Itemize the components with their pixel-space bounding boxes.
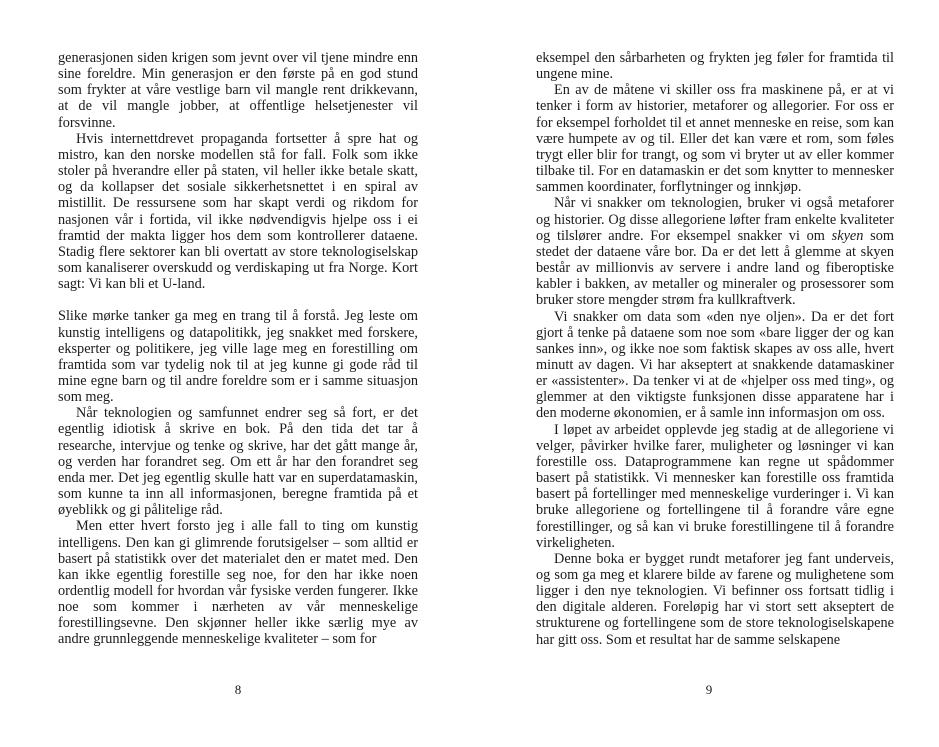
right-page-text (536, 50, 894, 648)
paragraph: Når vi snakker om teknologien, bruker vi også metaforer og historier. Og disse allegoriene løfter fram enkelte kvaliteter og tilslører andre. For eksempel snakker vi om skyen som stedet der dataene våre bor. Da er det lett å glemme at skyen består av millionvis av servere i andre land og fiberoptiske kabler i bakken, av metaller og mineraler og prosessorer som bruker store mengder strøm fra kullkraftverk. (536, 195, 894, 309)
section-break (58, 292, 418, 308)
paragraph: generasjonen siden krigen som jevnt over vil tjene mindre enn sine foreldre. Min generasjon er den første på en god stund som frykter at våre vestlige barn vil mangle rent drikkevann, at de vil mangle jobber, at offentlige helsetjenester vil forsvinne. (58, 50, 418, 131)
page-number: 9 (705, 682, 713, 697)
left-page-text (58, 50, 418, 648)
paragraph: I løpet av arbeidet opplevde jeg stadig at de allegoriene vi velger, påvirker hvilke farer, muligheter og løsninger vi kan forestille oss. Dataprogrammene kan regne ut spådommer basert på statistikk. Vi mennesker kan forestille oss framtida basert på fortellinger med menneskelige vurderinger i. Vi kan bruke allegoriene og fortellingene til å forandre våre egne forestillinger, og så kan vi bruke forestillingene til å forandre virkeligheten. (536, 421, 894, 551)
paragraph: Denne boka er bygget rundt metaforer jeg fant underveis, og som ga meg et klarere bilde av farene og mulighetene som ligger i den nye teknologien. Vi befinner oss fortsatt tidlig i den digitale alderen. Foreløpig har vi stort sett akseptert de strukturene og fortellingene som de store teknologiselskapene har gitt oss. Som et resultat har de samme selskapene (536, 550, 894, 648)
paragraph: Hvis internettdrevet propaganda fortsetter å spre hat og mistro, kan den norske modellen stå for fall. Folk som ikke stoler på hverandre eller på staten, vil heller ikke betale skatt, og da kollapser det sosiale sikkerhetsnettet i en spiral av mistillit. De ressursene som har skapt verdi og rikdom for nasjonen vår i fortida, vil ikke nødvendigvis hjelpe oss i ei framtid der makta ligger hos dem som kontrollerer dataene. Stadig flere sektorer kan bli overtatt av store teknologiselskap som kanaliserer overskudd og verdiskaping ut fra Norge. Kort sagt: Vi kan bli et U-land. (58, 130, 418, 293)
paragraph: eksempel den sårbarheten og frykten jeg føler for framtida til ungene mine. (536, 50, 894, 83)
page-number: 8 (234, 682, 242, 697)
paragraph: Slike mørke tanker ga meg en trang til å forstå. Jeg leste om kunstig intelligens og datapolitikk, jeg snakket med forskere, eksperter og politikere, jeg ville lage meg en forestilling om framtida som var tydelig nok til at jeg kunne gi gode råd til mine egne barn og til andre foreldre som er i samme situasjon som meg. (58, 308, 418, 406)
emphasized-word: skyen (831, 227, 864, 244)
paragraph: Når teknologien og samfunnet endrer seg så fort, er det egentlig idiotisk å skrive en bok. På den tida det tar å researche, intervjue og tenke og skrive, har det gått mange år, og verden har forandret seg. Om ett år har den forandret seg enda mer. Det jeg egentlig skulle hatt var en superdatamaskin, som kunne ta inn all informasjonen, beregne framtida på et øyeblikk og gi pålitelige råd. (58, 405, 418, 519)
paragraph: En av de måtene vi skiller oss fra maskinene på, er at vi tenker i form av historier, metaforer og allegorier. For oss er for eksempel forholdet til et annet menneske en reise, som kan være humpete av og til. Eller det kan være et rom, som føles trygt eller blir for trangt, og som vi bryter ut av eller kommer tilbake til. For en datamaskin er det som knytter to mennesker sammen koordinater, forflytninger og innkjøp. (536, 82, 894, 196)
paragraph: Vi snakker om data som «den nye oljen». Da er det fort gjort å tenke på dataene som noe som «bare ligger der og kan sankes inn», og ikke noe som faktisk skapes av oss alle, hvert minutt av dagen. Vi har akseptert at snakkende datamaskiner er «assistenter». Da tenker vi at de «hjelper oss med ting», og glemmer at den viktigste funksjonen disse apparatene har i den moderne økonomien, er å samle inn informasjon om oss. (536, 308, 894, 422)
paragraph: Men etter hvert forsto jeg i alle fall to ting om kunstig intelligens. Den kan gi glimrende forutsigelser – som alltid er basert på statistikk over det materialet den er matet med. Den kan ikke egentlig forestille seg noe, for den har ikke noen ordentlig modell for hvordan vår fysiske verden fungerer. Ikke noe som kommer i nærheten av vår menneskelige forestillingsevne. Den skjønner heller ikke særlig mye av andre grunnleggende menneskelige kvaliteter – som for (58, 518, 418, 648)
